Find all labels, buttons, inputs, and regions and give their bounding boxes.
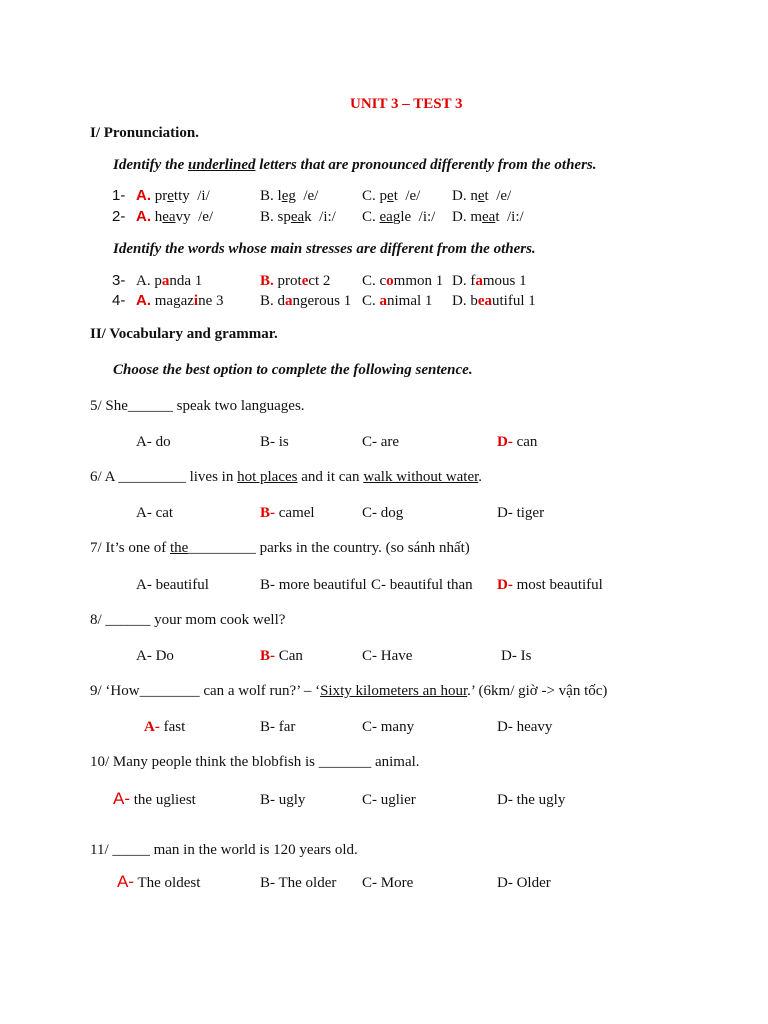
q3-option-c: C. common 1 — [362, 273, 444, 289]
q1-option-c: C. pet /e/ — [362, 188, 421, 204]
instruction-underlined: Identify the underlined letters that are pronounced differently from the others. — [113, 157, 597, 173]
q2-option-b: B. speak /i:/ — [260, 209, 336, 225]
q9-option-d: D- heavy — [497, 719, 553, 735]
q2-option-d: D. meat /i:/ — [452, 209, 524, 225]
q4-option-c: C. animal 1 — [362, 293, 433, 309]
q2-option-c: C. eagle /i:/ — [362, 209, 436, 225]
q5-question: 5/ She______ speak two languages. — [90, 398, 305, 414]
q3-option-a: A. panda 1 — [136, 273, 203, 289]
q6-option-b: B- camel — [260, 505, 315, 521]
q3-option-b: B. protect 2 — [260, 273, 331, 289]
q6-option-a: A- cat — [136, 505, 174, 521]
q1-number: 1- — [112, 187, 126, 204]
instruction-stress: Identify the words whose main stresses are different from the others. — [113, 241, 536, 257]
q8-option-c: C- Have — [362, 648, 413, 664]
q10-option-a: A- the ugliest — [113, 789, 196, 808]
q9-option-a: A- fast — [144, 719, 186, 735]
q11-question: 11/ _____ man in the world is 120 years old. — [90, 842, 358, 858]
q9-option-b: B- far — [260, 719, 296, 735]
q10-question: 10/ Many people think the blobfish is _______ animal. — [90, 754, 420, 770]
q10-option-b: B- ugly — [260, 792, 306, 808]
q5-option-b: B- is — [260, 434, 289, 450]
q7-option-a: A- beautiful — [136, 577, 209, 593]
q1-option-b: B. leg /e/ — [260, 188, 319, 204]
q7-option-d: D- most beautiful — [497, 577, 603, 593]
q6-question: 6/ A _________ lives in hot places and it can walk without water. — [90, 469, 483, 485]
q3-option-d: D. famous 1 — [452, 273, 527, 289]
q11-option-c: C- More — [362, 875, 414, 891]
q8-option-b: B- Can — [260, 648, 303, 664]
q1-option-d: D. net /e/ — [452, 188, 512, 204]
q9-question: 9/ ‘How________ can a wolf run?’ – ‘Sixty kilometers an hour.’ (6km/ giờ -> vận tốc) — [90, 683, 608, 699]
instruction-choose: Choose the best option to complete the following sentence. — [113, 362, 473, 378]
q2-number: 2- — [112, 208, 126, 225]
page-title: UNIT 3 – TEST 3 — [350, 96, 463, 112]
section-vocabulary: II/ Vocabulary and grammar. — [90, 326, 278, 342]
section-pronunciation: I/ Pronunciation. — [90, 125, 199, 141]
q4-option-a: A. magazine 3 — [136, 292, 224, 309]
q2-option-a: A. heavy /e/ — [136, 208, 214, 225]
q10-option-d: D- the ugly — [497, 792, 566, 808]
q4-option-d: D. beautiful 1 — [452, 293, 536, 309]
q8-option-a: A- Do — [136, 648, 174, 664]
q8-option-d: D- Is — [501, 648, 532, 664]
q11-option-b: B- The older — [260, 875, 337, 891]
q5-option-c: C- are — [362, 434, 400, 450]
q10-option-c: C- uglier — [362, 792, 416, 808]
q8-question: 8/ ______ your mom cook well? — [90, 612, 286, 628]
q3-number: 3- — [112, 272, 126, 289]
q4-number: 4- — [112, 292, 126, 309]
q11-option-d: D- Older — [497, 875, 551, 891]
q7-question: 7/ It’s one of the_________ parks in the country. (so sánh nhất) — [90, 540, 470, 556]
q5-option-d: D- can — [497, 434, 538, 450]
q1-option-a: A. pretty /i/ — [136, 187, 210, 204]
q7-option-b: B- more beautiful — [260, 577, 367, 593]
q11-option-a: A- The oldest — [117, 872, 201, 891]
q7-option-c: C- beautiful than — [371, 577, 473, 593]
q6-option-c: C- dog — [362, 505, 404, 521]
q5-option-a: A- do — [136, 434, 171, 450]
q9-option-c: C- many — [362, 719, 415, 735]
q4-option-b: B. dangerous 1 — [260, 293, 352, 309]
q6-option-d: D- tiger — [497, 505, 545, 521]
